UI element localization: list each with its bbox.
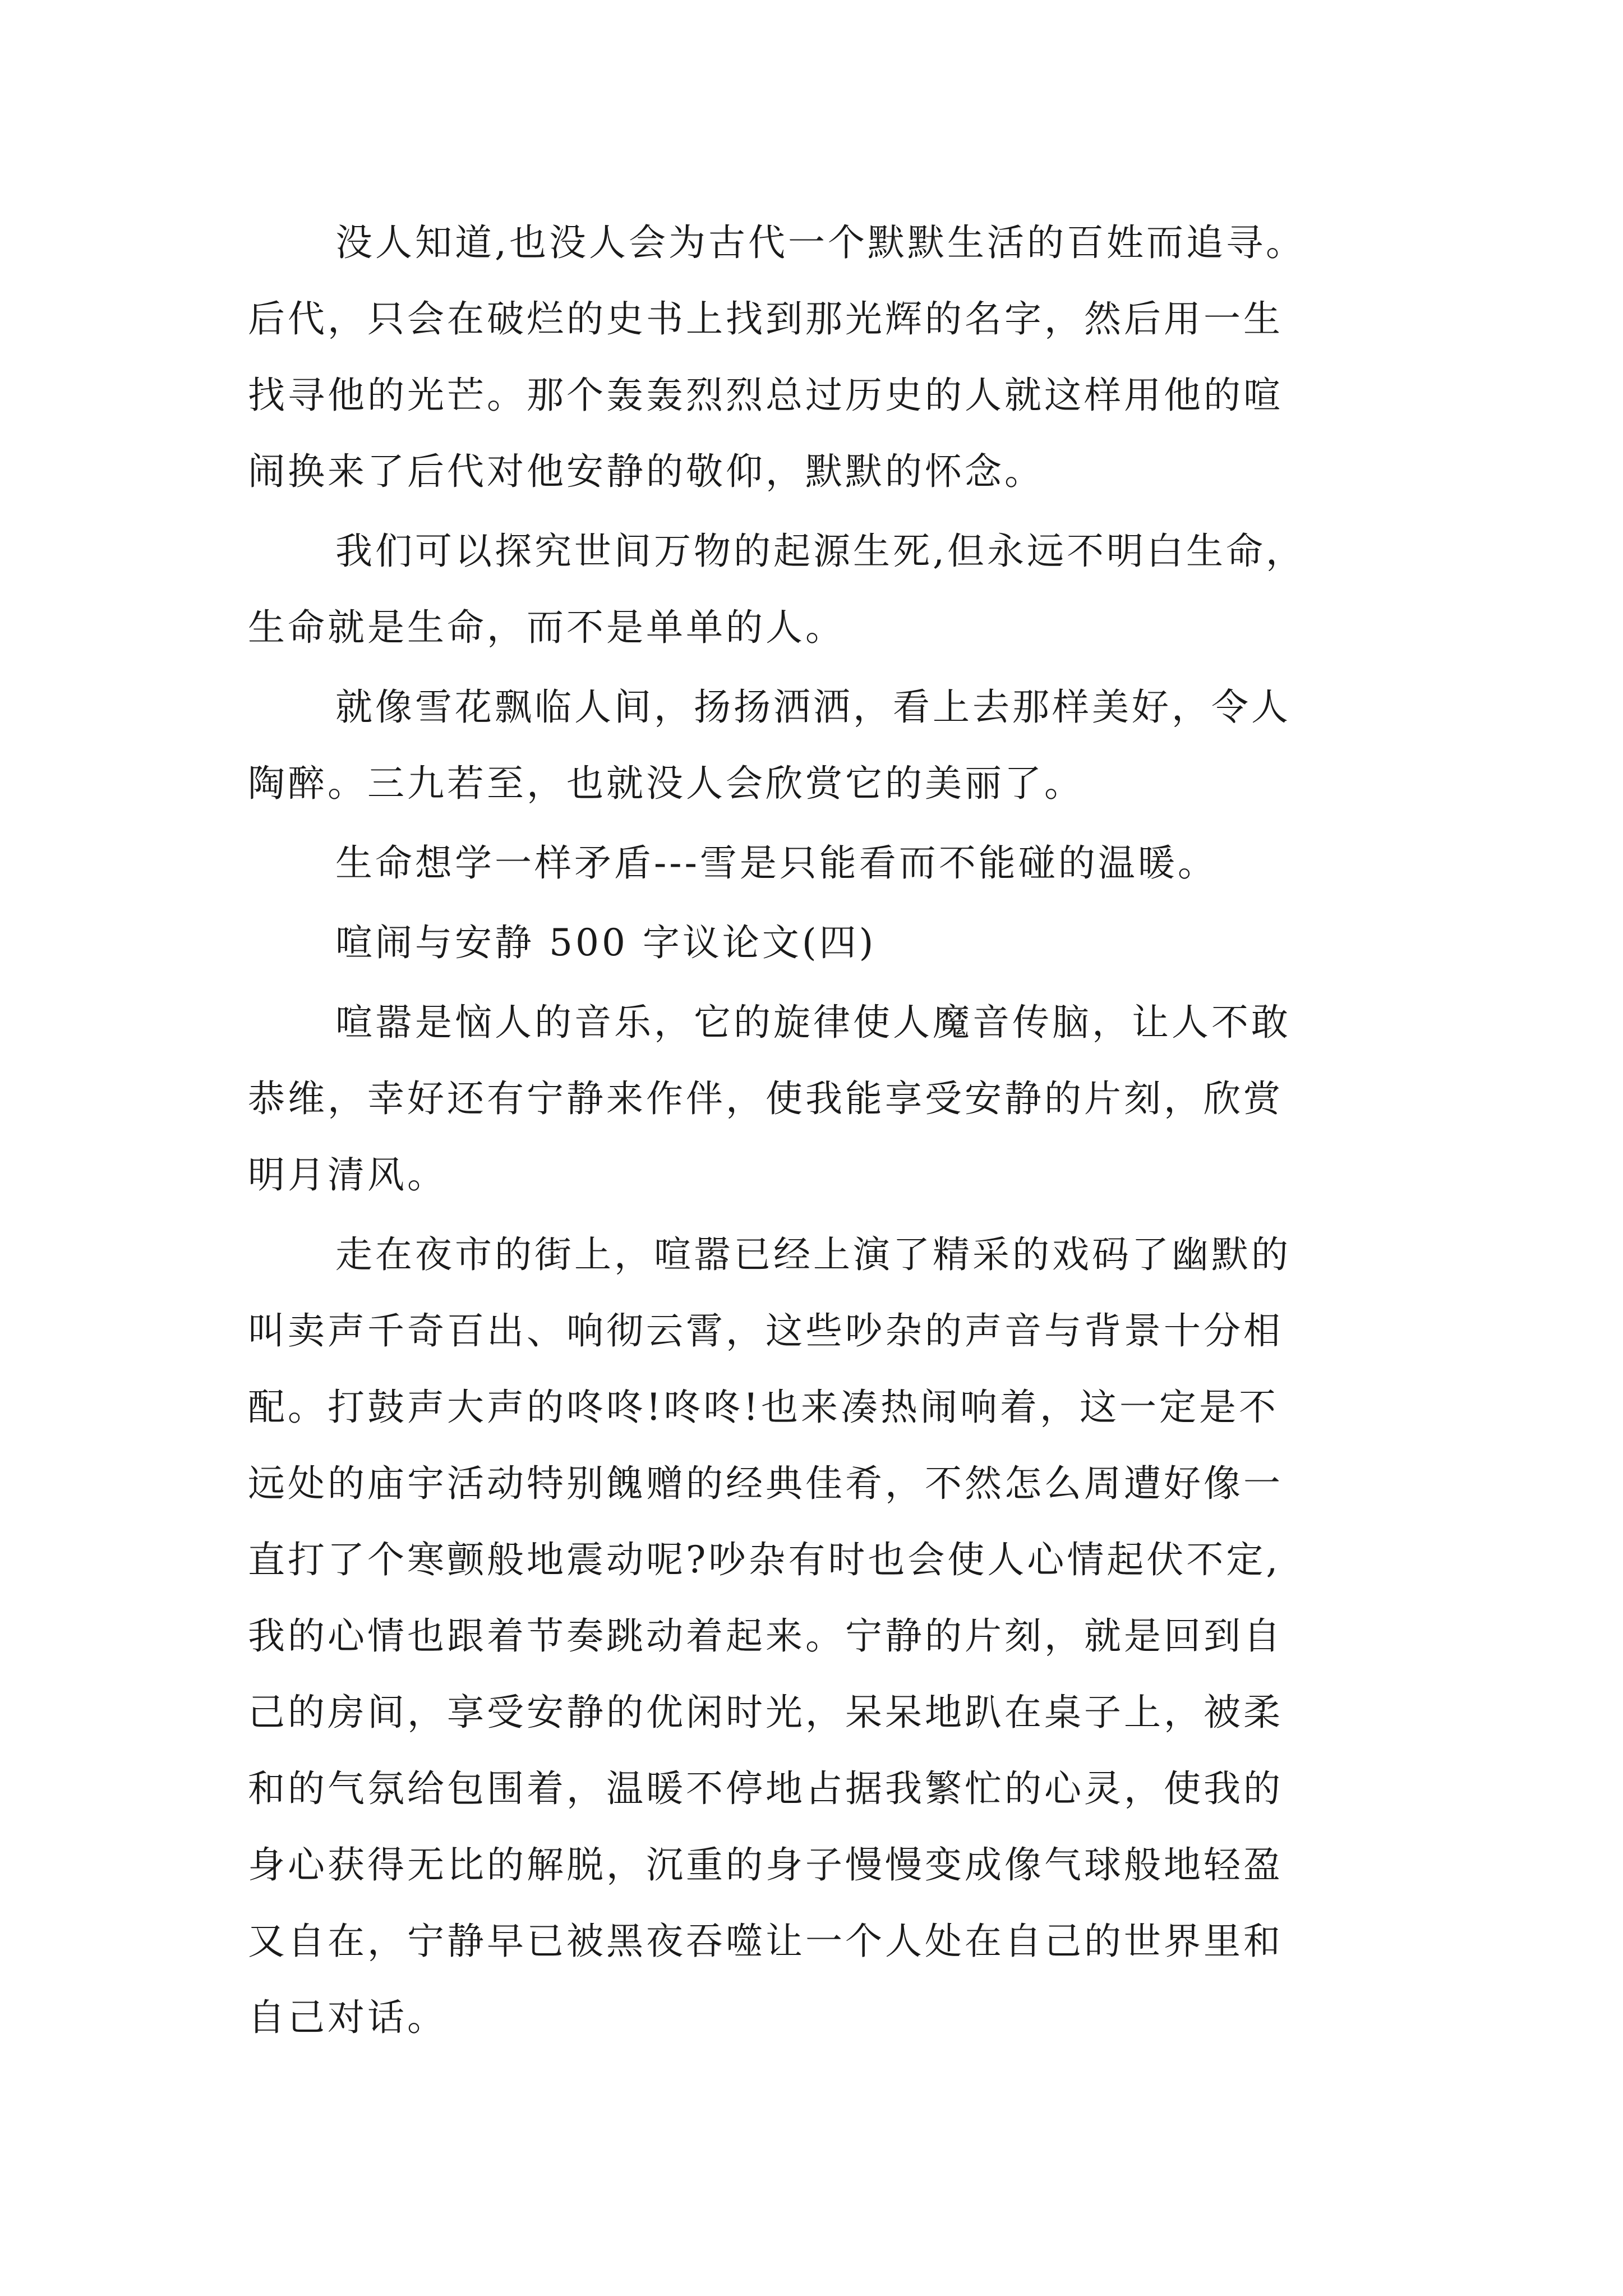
text-line: 和的气氛给包围着，温暖不停地占据我繁忙的心灵，使我的 [248, 1767, 1283, 1810]
text-line: 自己对话。 [248, 1996, 447, 2039]
text-line: 陶醉。三九若至，也就没人会欣赏它的美丽了。 [248, 762, 1084, 805]
text-line: 就像雪花飘临人间，扬扬洒洒，看上去那样美好，令人 [335, 685, 1291, 729]
text-line: 后代，只会在破烂的史书上找到那光辉的名字，然后用一生 [248, 297, 1283, 341]
text-line: 没人知道,也没人会为古代一个默默生活的百姓而追寻。 [335, 221, 1306, 264]
text-line: 己的房间，享受安静的优闲时光，呆呆地趴在桌子上，被柔 [248, 1691, 1283, 1734]
text-line: 身心获得无比的解脱，沉重的身子慢慢变成像气球般地轻盈 [248, 1843, 1283, 1887]
section-heading: 喧闹与安静 500 字议论文(四) [335, 921, 877, 964]
text-line: 叫卖声千奇百出、响彻云霄，这些吵杂的声音与背景十分相 [248, 1309, 1283, 1352]
text-line: 配。打鼓声大声的咚咚!咚咚!也来凑热闹响着，这一定是不 [248, 1386, 1279, 1429]
text-line: 闹换来了后代对他安静的敬仰，默默的怀念。 [248, 450, 1044, 493]
text-line: 明月清风。 [248, 1153, 447, 1197]
text-line: 找寻他的光芒。那个轰轰烈烈总过历史的人就这样用他的喧 [248, 374, 1283, 417]
text-line: 远处的庙宇活动特别餽赠的经典佳肴，不然怎么周遭好像一 [248, 1462, 1283, 1505]
text-line: 我的心情也跟着节奏跳动着起来。宁静的片刻，就是回到自 [248, 1614, 1283, 1658]
text-line: 我们可以探究世间万物的起源生死,但永远不明白生命， [335, 530, 1306, 573]
text-line: 又自在，宁静早已被黑夜吞噬让一个人处在自己的世界里和 [248, 1920, 1283, 1963]
text-line: 走在夜市的街上，喧嚣已经上演了精采的戏码了幽默的 [335, 1233, 1291, 1276]
text-line: 恭维，幸好还有宁静来作伴，使我能享受安静的片刻，欣赏 [248, 1077, 1283, 1120]
text-line: 喧嚣是恼人的音乐，它的旋律使人魔音传脑，让人不敢 [335, 1001, 1291, 1044]
text-line: 生命想学一样矛盾---雪是只能看而不能碰的温暖。 [335, 841, 1218, 885]
text-line: 生命就是生命，而不是单单的人。 [248, 606, 845, 649]
text-line: 直打了个寒颤般地震动呢?吵杂有时也会使人心情起伏不定, [248, 1538, 1281, 1581]
